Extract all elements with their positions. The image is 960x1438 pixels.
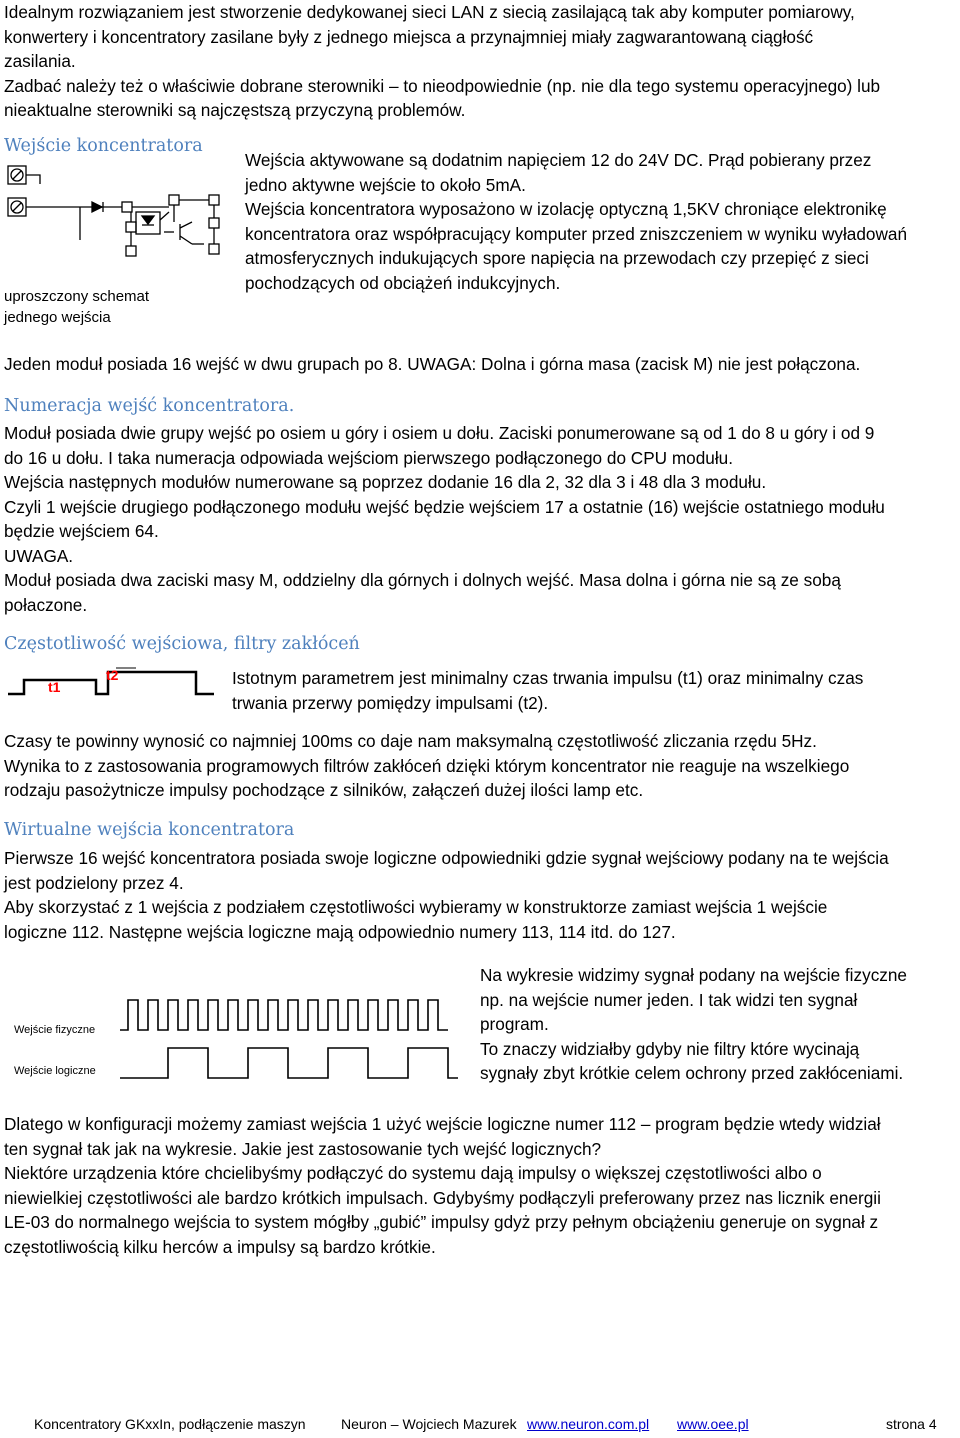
input-schematic-diagram	[4, 160, 232, 270]
virtual-paragraph	[4, 846, 889, 944]
footer-author: Neuron – Wojciech Mazurek	[341, 1416, 517, 1432]
text-line: sygnały zbyt krótkie celem ochrony przed zakłóceniami.	[480, 1063, 904, 1083]
caption-line: jednego wejścia	[4, 309, 111, 326]
schematic-caption	[4, 286, 149, 328]
section-heading-numbering: Numeracja wejść koncentratora.	[4, 396, 295, 416]
text-line: pochodzących od obciążeń indukcyjnych.	[245, 272, 561, 293]
text-line: Wejścia aktywowane są dodatnim napięciem 12 do 24V DC. Prąd pobierany przez	[245, 150, 872, 170]
text-line: zasilania.	[4, 51, 76, 71]
text-line: Pierwsze 16 wejść koncentratora posiada swoje logiczne odpowiedniki gdzie sygnał wejściowy podany na te wejścia	[4, 848, 889, 868]
text-line: To znaczy widziałby gdyby nie filtry które wycinają	[480, 1038, 860, 1059]
text-line: jedno aktywne wejście to około 5mA.	[245, 174, 526, 195]
text-line: atmosferycznych indukujących spore napięcia na przewodach czy przepięć z sieci	[245, 248, 869, 268]
numbering-paragraph	[4, 421, 885, 617]
text-line: ten sygnał tak jak na wykresie. Jakie jest zastosowanie tych wejść logicznych?	[4, 1138, 602, 1159]
text-line: Istotnym parametrem jest minimalny czas trwania impulsu (t1) oraz minimalny czas	[232, 668, 864, 688]
text-line: rodzaju pasożytnicze impulsy pochodzące z silników, załączeń dużej ilości lamp etc.	[4, 780, 644, 800]
text-line: koncentratora oraz współpracujący komputer przed zniszczeniem w wyniku wyładowań	[245, 223, 908, 244]
footer-link-neuron[interactable]: www.neuron.com.pl	[527, 1416, 650, 1432]
virtual-paragraph-2	[4, 1112, 881, 1259]
text-line: Niektóre urządzenia które chcielibyśmy podłączyć do systemu dają impulsy o większej częstotliwości albo o	[4, 1163, 822, 1183]
section-heading-virtual: Wirtualne wejścia koncentratora	[4, 820, 295, 840]
text-line: będzie wejściem 64.	[4, 521, 159, 541]
text-line: Zadbać należy też o właściwie dobrane sterowniki – to nieodpowiednie (np. nie dla tego systemu operacyjnego) lub	[4, 75, 881, 96]
text-line: nieaktualne sterowniki są najczęstszą przyczyną problemów.	[4, 100, 466, 120]
frequency-paragraph	[4, 729, 849, 803]
text-line: jest podzielony przez 4.	[4, 872, 184, 893]
text-line: niewielkiej częstotliwości ale bardzo krótkich impulsach. Gdybyśmy podłączyli preferowany przez nas licznik energii	[4, 1187, 881, 1208]
input-description	[245, 148, 907, 295]
text-line: np. na wejście numer jeden. I tak widzi ten sygnał	[480, 989, 858, 1010]
text-line: Idealnym rozwiązaniem jest stworzenie dedykowanej sieci LAN z siecią zasilającą tak aby komputer pomiarowy,	[4, 2, 855, 22]
intro-paragraph	[4, 0, 880, 123]
physical-input-label: Wejście fizyczne	[14, 1024, 96, 1036]
section-heading-frequency: Częstotliwość wejściowa, filtry zakłóceń	[4, 634, 360, 654]
page-number-value: 4	[928, 1416, 937, 1432]
text-line: Wejścia koncentratora wyposażono w izolację optyczną 1,5KV chroniące elektronikę	[245, 199, 887, 219]
footer-link-oee[interactable]: www.oee.pl	[677, 1416, 749, 1432]
footer-title: Koncentratory GKxxIn, podłączenie maszyn	[34, 1416, 306, 1432]
text-line: Na wykresie widzimy sygnał podany na wejście fizyczne	[480, 965, 907, 985]
text-line: Wynika to z zastosowania programowych filtrów zakłóceń dzięki którym koncentrator nie reaguje na wszelkiego	[4, 755, 850, 776]
text-line: do 16 u dołu. I taka numeracja odpowiada wejściom pierwszego podłączonego do CPU modułu.	[4, 447, 733, 468]
section-heading-input: Wejście koncentratora	[4, 136, 203, 156]
text-line: Czasy te powinny wynosić co najmniej 100ms co daje nam maksymalną częstotliwość zliczania rzędu 5Hz.	[4, 731, 817, 751]
logical-input-label: Wejście logiczne	[14, 1065, 96, 1077]
text-line: Jeden moduł posiada 16 wejść w dwu grupach po 8. UWAGA: Dolna i górna masa (zacisk M) nie jest połączona.	[4, 354, 861, 374]
text-line: Aby skorzystać z 1 wejścia z podziałem częstotliwości wybieramy w konstruktorze zamiast wejścia 1 wejście	[4, 897, 828, 917]
t2-label: t2	[106, 667, 119, 683]
waveform-diagram	[8, 992, 468, 1088]
waveform-side-text	[480, 963, 907, 1086]
text-line: Moduł posiada dwa zaciski masy M, oddzielny dla górnych i dolnych wejść. Masa dolna i górna nie są ze sobą	[4, 570, 841, 590]
pulse-timing-diagram	[6, 662, 216, 702]
frequency-side-text	[232, 666, 863, 715]
text-line: trwania przerwy pomiędzy impulsami (t2).	[232, 692, 549, 713]
t1-label: t1	[48, 679, 61, 695]
text-line: Wejścia następnych modułów numerowane są poprzez dodanie 16 dla 2, 32 dla 3 i 48 dla 3 modułu.	[4, 472, 767, 492]
text-line: Moduł posiada dwie grupy wejść po osiem u góry i osiem u dołu. Zaciski ponumerowane są od 1 do 8 u góry i od 9	[4, 423, 875, 443]
caption-line: uproszczony schemat	[4, 288, 150, 305]
text-line: program.	[480, 1014, 549, 1034]
text-line: częstotliwością kilku herców a impulsy są bardzo krótkie.	[4, 1236, 436, 1257]
text-line: Dlatego w konfiguracji możemy zamiast wejścia 1 użyć wejście logiczne numer 112 – program będzie wtedy widział	[4, 1114, 881, 1134]
text-line: konwertery i koncentratory zasilane były z jednego miejsca a przynajmniej miały zagwarantowaną ciągłość	[4, 26, 814, 47]
text-line: UWAGA.	[4, 545, 74, 566]
text-line: LE-03 do normalnego wejścia to system mógłby „gubić” impulsy gdyż przy pełnym obciążeniu generuje on sygnał z	[4, 1212, 879, 1232]
text-line: logiczne 112. Następne wejścia logiczne mają odpowiednio numery 113, 114 itd. do 127.	[4, 921, 676, 942]
text-line: połaczone.	[4, 594, 88, 615]
text-line: Czyli 1 wejście drugiego podłączonego modułu wejść będzie wejściem 17 a ostatnie (16) wejście ostatniego modułu	[4, 496, 885, 517]
input-module-note	[4, 352, 860, 377]
page-number	[886, 1416, 937, 1432]
logical-input-waveform	[120, 1048, 458, 1078]
physical-input-waveform	[120, 1000, 448, 1030]
page-label: strona	[886, 1416, 925, 1432]
